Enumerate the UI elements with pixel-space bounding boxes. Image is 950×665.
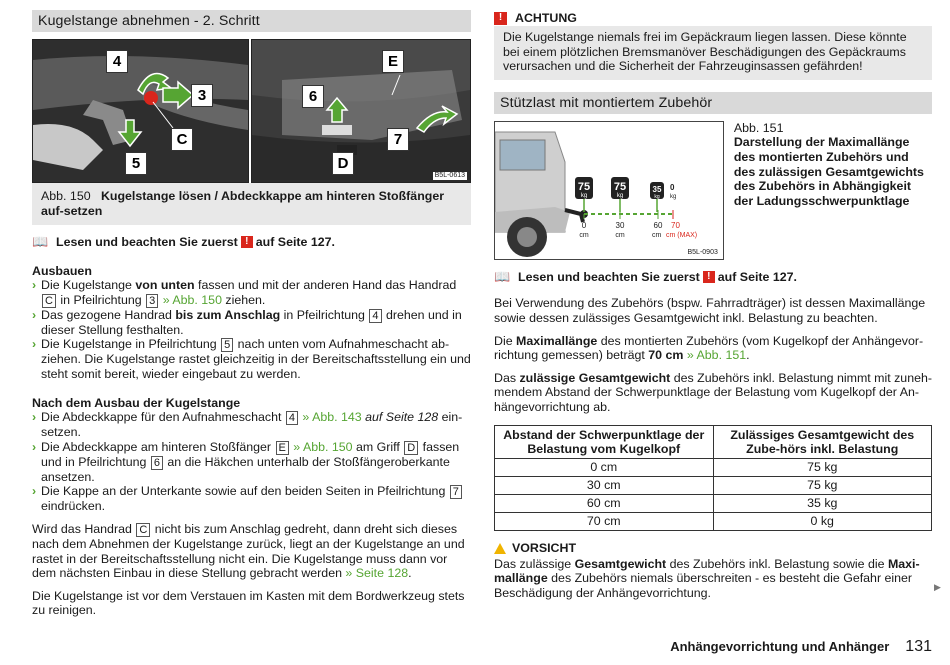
table-row: 60 cm 35 kg (495, 494, 932, 512)
book-icon: 📖 (494, 268, 511, 284)
achtung-header: ! ACHTUNG (494, 10, 932, 26)
list-item: › Die Kappe an der Unterkante sowie auf den beiden Seiten in Pfeilrichtung 7 eindrücken. (32, 484, 471, 514)
figure-link[interactable]: » Abb. 143 (302, 410, 362, 425)
page-number: 131 (905, 638, 932, 655)
figure-link[interactable]: » Abb. 151 (686, 348, 747, 363)
figure-code: B5L-0613 (434, 172, 465, 179)
warning-icon: ! (241, 236, 253, 248)
weight-unit: kg (580, 192, 588, 199)
paragraph: Die Kugelstange ist vor dem Verstauen im Kasten mit dem Bordwerkzeug stets zu reinigen. (32, 588, 465, 618)
warning-icon: ! (703, 271, 715, 283)
figure-link[interactable]: » Abb. 150 (293, 439, 353, 454)
distance-label: 70 (671, 220, 680, 230)
weight-unit: kg (616, 192, 624, 199)
step-arrow-icon: › (32, 307, 37, 322)
weight-label: 0 (670, 182, 675, 192)
read-note: 📖 Lesen und beachten Sie zuerst ! auf Seite 127. (32, 234, 335, 249)
left-column (32, 0, 471, 618)
callout-6: 6 (302, 85, 324, 108)
weight-label: 35 (652, 184, 662, 194)
caption-text: Darstellung der Maximallänge des montierten Zubehörs und des zulässigen Gesamtgewichts des Zubehörs in Abhängigkeit der Ladungsschwerpunktlage (733, 135, 924, 208)
paragraph: Bei Verwendung des Zubehörs (bspw. Fahrradträger) ist dessen Maximallänge sowie dessen zulässiges Gesamtgewicht inkl. Belastung zu beachten. (494, 296, 926, 325)
figure-151-image (494, 121, 724, 260)
table-row: 70 cm 0 kg (495, 512, 932, 530)
step-arrow-icon: › (32, 484, 37, 499)
load-diagram-illustration (495, 122, 724, 259)
list-item: › Das gezogene Handrad bis zum Anschlag in Pfeilrichtung 4 drehen und in dieser Stellung festhalten. (32, 307, 462, 337)
figure-151 (494, 121, 932, 260)
caption-number: Abb. 151 (733, 120, 784, 135)
figure-150 (32, 39, 471, 183)
figure-link[interactable]: » Abb. 150 (162, 292, 222, 307)
weight-label: 75 (577, 180, 591, 193)
paragraph: Die Maximallänge des montierten Zubehörs (vom Kugelkopf der Anhängevor-richtung gemessen) beträgt 70 cm » Abb. 151. (494, 333, 924, 363)
figure-code: B5L-0903 (687, 248, 718, 256)
section-title: Kugelstange abnehmen - 2. Schritt (32, 10, 471, 32)
list-item: › Die Abdeckkappe am hinteren Stoßfänger E » Abb. 150 am Griff D fassen und in Pfeilrichtung 6 an die Häkchen unterhalb der Stoßfängeroberkante ansetzen. (32, 439, 460, 484)
callout-d: D (332, 152, 354, 175)
achtung-text: Die Kugelstange niemals frei im Gepäckraum liegen lassen. Diese könnte bei einem plötzlichen Bremsmanöver Beschädigungen des Gepäckraums verursachen und die Sicherheit der Fahrzeuginsassen gefährden! (494, 26, 932, 80)
figure-151-caption (734, 121, 932, 260)
table-header: Zulässiges Gesamtgewicht des Zube-hörs inkl. Belastung (713, 425, 932, 458)
caption-number: Abb. 150 (41, 189, 91, 203)
distance-label: 60 (653, 220, 663, 230)
step-arrow-icon: › (32, 337, 37, 352)
distance-unit: cm (579, 231, 589, 239)
table-header: Abstand der Schwerpunktlage der Belastung vom Kugelkopf (495, 425, 714, 458)
nach-ausbau-heading: Nach dem Ausbau der Kugelstange (32, 395, 241, 410)
callout-c: C (171, 128, 193, 151)
distance-label: 0 (581, 220, 587, 230)
paragraph: Das zulässige Gesamtgewicht des Zubehörs inkl. Belastung nimmt mit zuneh-mendem Abstand der Schwerpunktlage der Belastung vom Kugelkopf der An-hängevorrichtung ab. (494, 370, 932, 414)
load-table (494, 425, 932, 531)
distance-max-unit: cm (MAX) (666, 231, 698, 239)
callout-7: 7 (387, 128, 409, 151)
continue-arrow-icon: ▶ (934, 582, 941, 592)
step-arrow-icon: › (32, 410, 37, 425)
table-row: 30 cm 75 kg (495, 476, 932, 494)
book-icon: 📖 (32, 234, 49, 249)
step-arrow-icon: › (32, 439, 37, 454)
caption-text: Kugelstange lösen / Abdeckkappe am hinteren Stoßfänger auf-setzen (41, 189, 445, 218)
list-item: › Die Kugelstange von unten fassen und mit der anderen Hand das Handrad C in Pfeilrichtung 3 » Abb. 150 ziehen. (32, 278, 457, 307)
warning-icon: ! (494, 12, 507, 25)
ausbauen-heading: Ausbauen (32, 263, 92, 278)
distance-unit: cm (615, 231, 625, 239)
bumper-cover-illustration (252, 40, 470, 182)
figure-150-photo-b (251, 39, 471, 183)
vorsicht-header: VORSICHT (494, 541, 932, 557)
paragraph: Wird das Handrad C nicht bis zum Anschlag gedreht, dann dreht sich dieses nach dem Abnehmen der Kugelstange zurück, liegt an der Kugelstange an und rastet in der Bereitschaftsstellung nicht ein. Die Kugelstange muss dann vor dem nächsten Einbau in diese Stellung gebracht werden » Seite 128. (32, 521, 465, 581)
figure-150-photo-a (32, 39, 249, 183)
list-item: › Die Abdeckkappe für den Aufnahmeschacht 4 » Abb. 143 auf Seite 128 ein-setzen. (32, 410, 463, 440)
weight-unit: kg (654, 193, 660, 200)
list-item: › Die Kugelstange in Pfeilrichtung 5 nach unten vom Aufnahmeschacht ab-ziehen. Die Kugelstange rastet gleichzeitig in der Bereitschaftsstellung ein und steht somit bereit, wieder eingebaut zu werden. (32, 337, 471, 381)
callout-e: E (382, 50, 404, 73)
distance-unit: cm (652, 231, 662, 239)
figure-150-caption (32, 183, 471, 225)
section-title: Stützlast mit montiertem Zubehör (494, 92, 932, 114)
footer-title: Anhängevorrichtung und Anhänger (670, 639, 890, 654)
weight-unit: kg (670, 193, 677, 200)
read-note: 📖 Lesen und beachten Sie zuerst ! auf Seite 127. (494, 268, 797, 284)
callout-3: 3 (191, 84, 213, 107)
table-row: 0 cm 75 kg (495, 458, 932, 476)
callout-5: 5 (125, 152, 147, 175)
page-footer (670, 640, 932, 655)
caution-icon (494, 543, 506, 554)
callout-4: 4 (106, 50, 128, 73)
page-link[interactable]: » Seite 128 (345, 566, 409, 581)
step-arrow-icon: › (32, 278, 37, 293)
distance-label: 30 (615, 220, 625, 230)
right-column (494, 0, 932, 600)
vorsicht-text: Das zulässige Gesamtgewicht des Zubehörs inkl. Belastung sowie die Maxi-mallänge des Zubehörs niemals überschreiten - es besteht die Gefahr einer Beschädigung der Anhängevorrichtung. (494, 556, 920, 600)
weight-label: 75 (613, 180, 627, 193)
